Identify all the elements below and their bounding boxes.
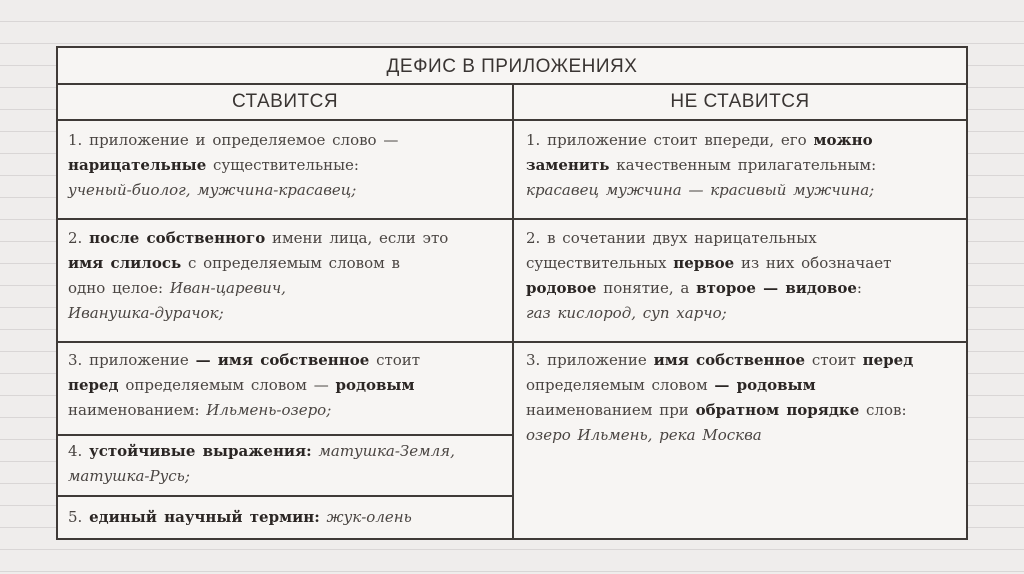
rule-bold-text: имя собственное xyxy=(653,351,806,369)
rule-bold-text: имя слилось xyxy=(68,254,182,272)
column-header-left: СТАВИТСЯ xyxy=(231,91,339,112)
rule-bold-text: перед xyxy=(68,376,119,394)
left-rule-3 xyxy=(68,348,420,423)
rule-text: определяемым словом — xyxy=(118,376,336,394)
rule-line xyxy=(68,439,455,464)
rule-line xyxy=(68,178,398,203)
rule-text: 2. в сочетании двух нарицательных xyxy=(526,229,817,247)
rule-example: матушка-Русь; xyxy=(68,467,190,485)
rule-text: 1. приложение стоит впереди, его xyxy=(526,131,814,149)
left-rule-4 xyxy=(68,439,455,489)
rule-line xyxy=(68,276,448,301)
left-rule-5 xyxy=(68,505,412,530)
rule-bold-text: обратном порядке xyxy=(695,401,860,419)
rule-line xyxy=(68,251,448,276)
rule-text: стоит xyxy=(805,351,863,369)
rule-line xyxy=(68,226,448,251)
rule-line xyxy=(526,373,913,398)
rule-text: имени лица, если это xyxy=(265,229,449,247)
rule-text: слов: xyxy=(859,401,907,419)
rule-line xyxy=(526,226,891,251)
rule-bold-text: можно xyxy=(813,131,873,149)
rule-line xyxy=(526,276,891,301)
rule-text: понятие, а xyxy=(596,279,697,297)
rule-bold-text: родовое xyxy=(526,279,597,297)
left-rule-1 xyxy=(68,128,398,203)
rule-line xyxy=(526,423,913,448)
rule-text: стоит xyxy=(369,351,421,369)
right-row2-divider xyxy=(512,341,966,343)
rule-bold-text: перед xyxy=(862,351,914,369)
rule-example: газ кислород, суп харчо; xyxy=(526,304,727,322)
rule-line xyxy=(526,301,891,326)
right-rule-3 xyxy=(526,348,913,448)
rule-line xyxy=(526,153,876,178)
right-rule-2 xyxy=(526,226,891,326)
rule-example: Ильмень-озеро; xyxy=(206,401,332,419)
left-row3-divider xyxy=(58,434,512,436)
rule-bold-text: — родовым xyxy=(714,376,816,394)
rule-text: наименованием при xyxy=(526,401,696,419)
column-header-right: НЕ СТАВИТСЯ xyxy=(670,91,810,112)
rule-text: определяемым словом xyxy=(526,376,715,394)
rule-example: Иванушка-дурачок; xyxy=(68,304,224,322)
rule-line xyxy=(68,505,412,530)
rule-bold-text: первое xyxy=(673,254,735,272)
rule-line xyxy=(526,348,913,373)
right-rule-1 xyxy=(526,128,876,203)
hyphen-rules-table xyxy=(56,46,968,540)
rule-line xyxy=(68,348,420,373)
rule-text: : xyxy=(856,279,862,297)
table-title: ДЕФИС В ПРИЛОЖЕНИЯХ xyxy=(386,56,638,77)
rule-example: озеро Ильмень, река Москва xyxy=(526,426,762,444)
rule-line xyxy=(526,398,913,423)
rule-line xyxy=(68,301,448,326)
rule-text: 2. xyxy=(68,229,90,247)
rule-line xyxy=(68,464,455,489)
rule-bold-text: — имя собственное xyxy=(195,351,370,369)
row1-divider xyxy=(58,218,966,220)
rule-bold-text: устойчивые выражения: xyxy=(89,442,312,460)
rule-text: наименованием: xyxy=(68,401,207,419)
rule-example: жук-олень xyxy=(319,508,412,526)
rule-text: качественным прилагательным: xyxy=(609,156,877,174)
left-rule-2 xyxy=(68,226,448,326)
rule-line xyxy=(68,128,398,153)
rule-line xyxy=(526,178,876,203)
rule-text: 5. xyxy=(68,508,90,526)
rule-line xyxy=(526,128,876,153)
rule-text: существительных xyxy=(526,254,674,272)
rule-example: красавец мужчина — красивый мужчина; xyxy=(526,181,875,199)
rule-bold-text: заменить xyxy=(526,156,610,174)
rule-text: одно целое: xyxy=(68,279,170,297)
rule-line xyxy=(68,398,420,423)
rule-text: 3. приложение xyxy=(526,351,654,369)
rule-text: с определяемым словом в xyxy=(181,254,400,272)
rule-bold-text: единый научный термин: xyxy=(89,508,320,526)
rule-text: существительные: xyxy=(206,156,359,174)
rule-bold-text: нарицательные xyxy=(68,156,207,174)
rule-bold-text: второе — видовое xyxy=(696,279,857,297)
left-row2-divider xyxy=(58,341,512,343)
column-divider xyxy=(512,84,514,538)
rule-line xyxy=(526,251,891,276)
rule-text: 4. xyxy=(68,442,90,460)
rule-line xyxy=(68,373,420,398)
rule-example: ученый-биолог, мужчина-красавец; xyxy=(68,181,357,199)
rule-text: из них обозначает xyxy=(734,254,892,272)
rule-bold-text: родовым xyxy=(335,376,415,394)
rule-bold-text: после собственного xyxy=(89,229,266,247)
rule-text: 1. приложение и определяемое слово — xyxy=(68,131,399,149)
left-row4-divider xyxy=(58,495,512,497)
rule-example: Иван-царевич, xyxy=(169,279,286,297)
rule-line xyxy=(68,153,398,178)
rule-example: матушка-Земля, xyxy=(311,442,455,460)
rule-text: 3. приложение xyxy=(68,351,196,369)
